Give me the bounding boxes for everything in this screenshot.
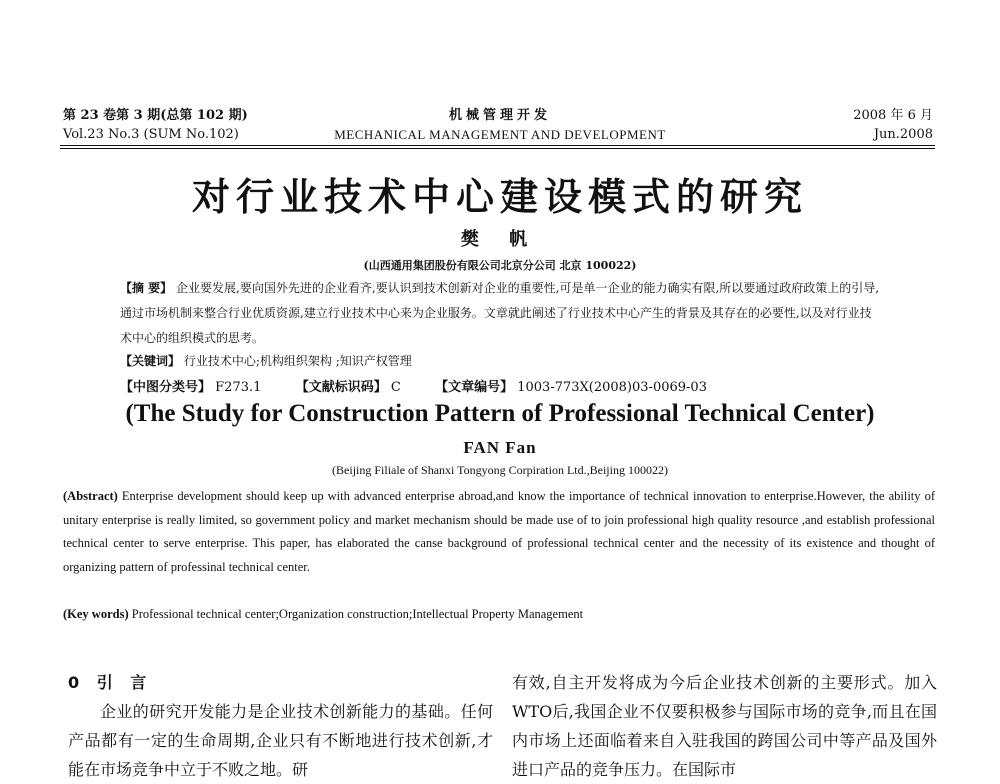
keywords-cn-text: 行业技术中心;机构组织架构 ;知识产权管理 (183, 354, 412, 368)
abstract-en (63, 485, 935, 579)
header-journal-cn: 机械管理开发 (448, 108, 551, 123)
abstract-cn-text: 企业要发展,要向国外先进的企业看齐,要认识到技术创新对企业的重要性,可是单一企业的能力确实有限,所以要通过政府政策上的引导,通过市场机制来整合行业优质资源,建立行业技术中心来为企业服务。文章就此阐述了行业技术中心产生的背景及其存在的必要性,以及对行业技术中心的组织模式的思考。 (120, 281, 880, 345)
paper-title-en: (The Study for Construction Pattern of Professional Technical Center) (125, 400, 875, 427)
header-date-cn: 2008 年 6 月 (853, 108, 933, 123)
body-column-left (68, 668, 493, 784)
body-paragraph-right: 有效,自主开发将成为今后企业技术创新的主要形式。加入WTO后,我国企业不仅要积极参与国际市场的竞争,而且在国内市场上还面临着来自入驻我国的跨国公司中等产品及国外进口产品的竞争压力。在国际市 (512, 673, 937, 779)
abstract-cn (120, 276, 880, 351)
body-column-right (512, 668, 937, 784)
header-date-en: Jun.2008 (873, 127, 933, 142)
article-no-value: 1003-773X(2008)03-0069-03 (517, 380, 707, 395)
author-en: FAN Fan (463, 438, 537, 457)
abstract-en-label: (Abstract) (63, 489, 118, 503)
article-no-label: 【文章编号】 (435, 380, 514, 395)
keywords-cn-label: 【关键词】 (120, 354, 181, 368)
abstract-en-text: Enterprise development should keep up with advanced enterprise abroad,and know the importance of technical innovation to enterprise.However, the ability of unitary enterprise is really limited, so government policy and market mechanism should be made use of to join professional high quality resource ,and establish professional technical center to serve enterprise. This paper, has elaborated the canse background of professional technical center and the necessity of its existence and thought of organizing pattern of professinal technical center. (63, 489, 935, 574)
clc-label: 【中图分类号】 (120, 380, 212, 395)
abstract-cn-label: 【摘 要】 (120, 281, 173, 295)
keywords-en-label: (Key words) (63, 607, 129, 621)
keywords-cn (120, 352, 412, 369)
keywords-en-text: Professional technical center;Organization construction;Intellectual Property Management (131, 607, 584, 621)
paper-title-cn: 对行业技术中心建设模式的研究 (191, 174, 808, 219)
section-heading: 0 引 言 (68, 673, 153, 692)
author-cn: 樊 帆 (460, 229, 540, 250)
doc-code-label: 【文献标识码】 (295, 380, 387, 395)
clc-value: F273.1 (215, 380, 262, 395)
header-volume-cn: 第 23 卷第 3 期(总第 102 期) (63, 108, 248, 123)
header-volume-en: Vol.23 No.3 (SUM No.102) (63, 127, 239, 142)
affiliation-en: (Beijing Filiale of Shanxi Tongyong Corpiration Ltd.,Beijing 100022) (332, 463, 668, 477)
header-journal-en: MECHANICAL MANAGEMENT AND DEVELOPMENT (334, 127, 666, 142)
affiliation-cn: (山西通用集团股份有限公司北京分公司 北京 100022) (363, 259, 637, 272)
doc-code-value: C (390, 380, 401, 395)
header-rule-bottom (60, 148, 935, 149)
keywords-en (63, 607, 583, 622)
body-paragraph-left: 企业的研究开发能力是企业技术创新能力的基础。任何产品都有一定的生命周期,企业只有不断地进行技术创新,才能在市场竞争中立于不败之地。研 (68, 702, 493, 779)
header-rule-top (60, 145, 935, 146)
classification-line (120, 376, 707, 395)
